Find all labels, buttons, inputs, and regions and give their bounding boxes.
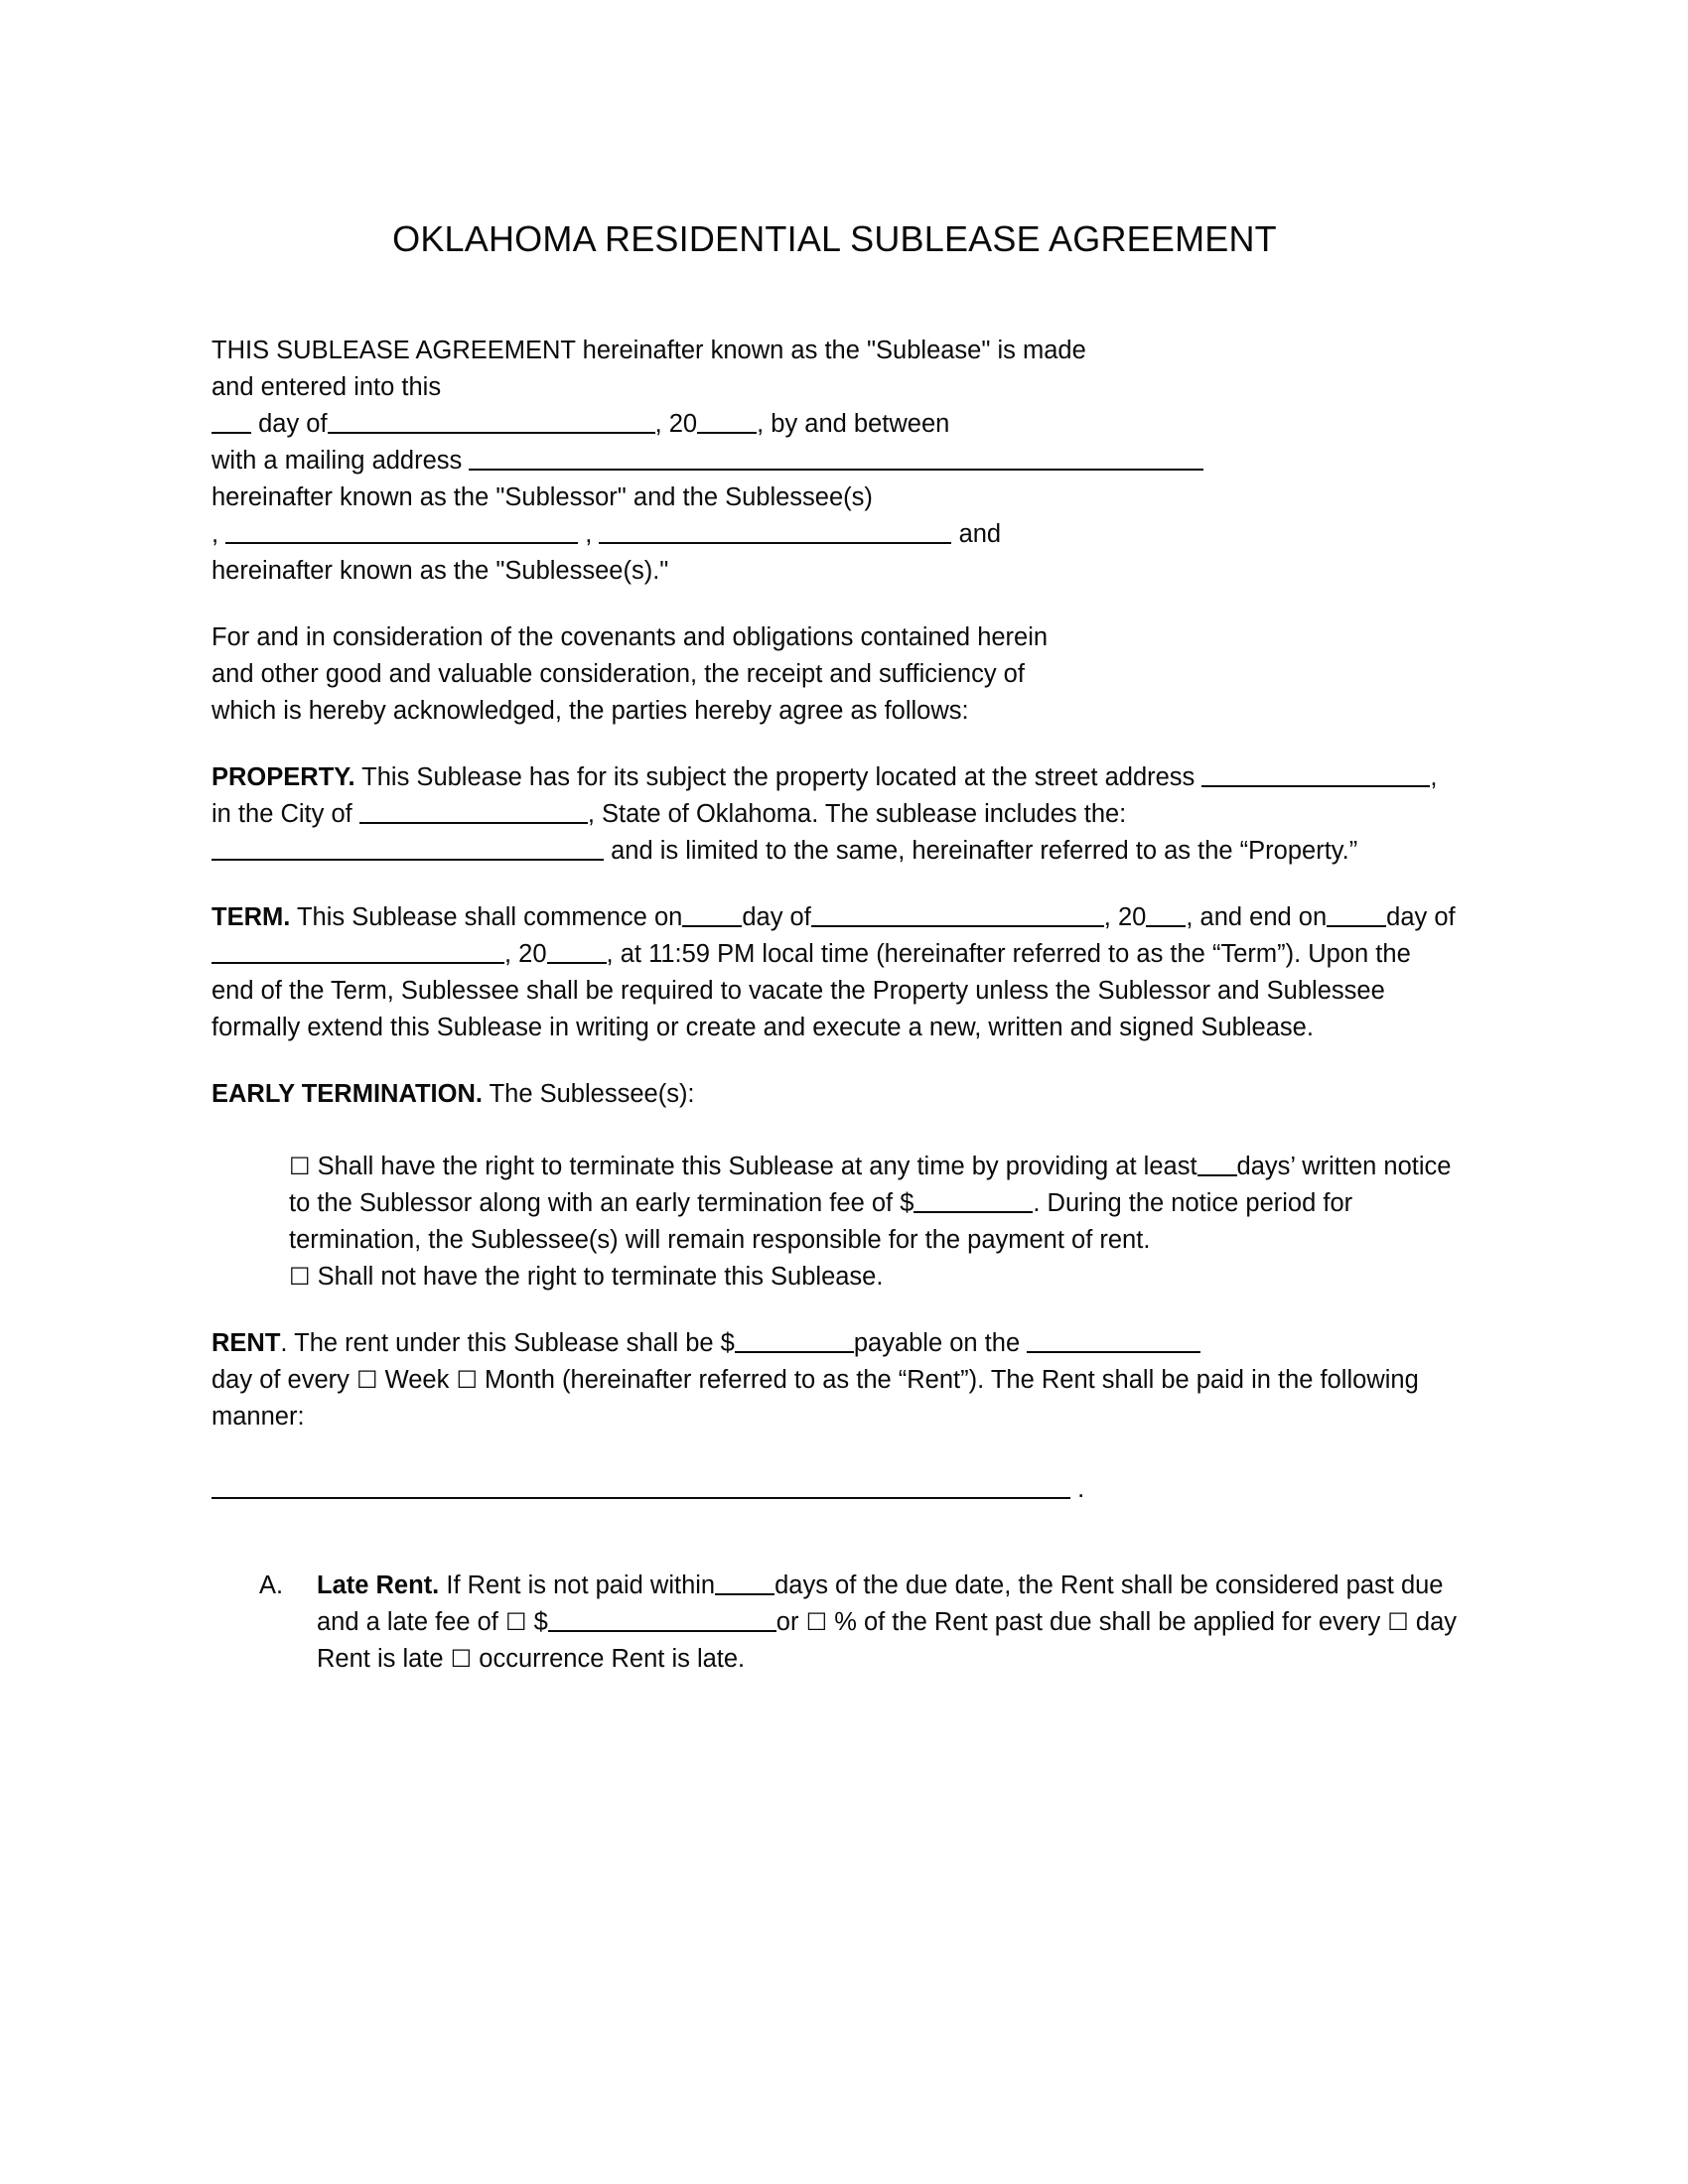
- late-rent-dollar: $: [533, 1608, 548, 1636]
- term-text-4: , and end on: [1186, 903, 1328, 931]
- checkbox-icon[interactable]: ☐: [356, 1366, 378, 1394]
- early-termination-lead: The Sublessee(s):: [489, 1080, 695, 1108]
- consideration-line-1: For and in consideration of the covenants and obligations contained herein: [211, 623, 1049, 651]
- checkbox-icon[interactable]: ☐: [505, 1608, 527, 1636]
- rent-text-3: day of every: [211, 1366, 350, 1394]
- intro-line-2: and entered into this: [211, 373, 442, 401]
- checkbox-icon[interactable]: ☐: [456, 1366, 478, 1394]
- property-text-4: and is limited to the same, hereinafter referred to as the “Property.”: [611, 837, 1358, 865]
- late-rent-text-5: day Rent is late: [317, 1608, 1458, 1673]
- year-blank[interactable]: [697, 408, 757, 434]
- late-rent-heading: Late Rent.: [317, 1571, 440, 1599]
- term-text-2: day of: [742, 903, 811, 931]
- property-includes-blank[interactable]: [211, 835, 604, 861]
- term-text-1: This Sublease shall commence on: [296, 903, 683, 931]
- rent-manner-blank[interactable]: [211, 1473, 1070, 1499]
- term-end-month-blank[interactable]: [211, 938, 504, 964]
- late-fee-amount-blank[interactable]: [548, 1606, 776, 1632]
- term-heading: TERM.: [211, 903, 291, 931]
- month-blank[interactable]: [328, 408, 655, 434]
- consideration-line-3: which is hereby acknowledged, the parties hereby agree as follows:: [211, 697, 969, 725]
- option-1-text-3: . During the notice period for termination, the Sublessee(s) will remain responsible for the payment of rent.: [289, 1189, 1353, 1254]
- rent-section: [211, 1325, 1458, 1435]
- spacer: [211, 1538, 1458, 1568]
- late-rent-text-6: occurrence Rent is late.: [479, 1645, 746, 1673]
- term-text-7: , at 11:59 PM local time (hereinafter referred to as the “Term”). Upon the end of the Term, Sublessee shall be required to vacate the Property unless the Sublessor and Sublessee formally extend this Sublease in writing or create and execute a new, written and signed Sublease.: [211, 940, 1411, 1041]
- late-rent-text-2: days of the due date, the Rent shall be considered past due and a late fee of: [317, 1571, 1444, 1636]
- late-rent-item: [211, 1568, 1458, 1678]
- intro-and: and: [958, 520, 1002, 548]
- notice-days-blank[interactable]: [1197, 1151, 1237, 1176]
- early-termination-heading: EARLY TERMINATION.: [211, 1080, 483, 1108]
- checkbox-icon[interactable]: ☐: [289, 1263, 311, 1291]
- checkbox-icon[interactable]: ☐: [450, 1645, 473, 1673]
- day-blank[interactable]: [211, 408, 251, 434]
- early-termination-options: [211, 1149, 1458, 1296]
- intro-line-1: THIS SUBLEASE AGREEMENT hereinafter known as the "Sublease" is made: [211, 337, 1086, 364]
- rent-text-2: payable on the: [853, 1329, 1021, 1357]
- option-1-text-2: days’ written notice to the Sublessor along with an early termination fee of $: [289, 1153, 1452, 1217]
- rent-due-day-blank[interactable]: [1027, 1327, 1200, 1353]
- early-termination-section: [211, 1076, 1458, 1113]
- rent-text-1: . The rent under this Sublease shall be $: [280, 1329, 735, 1357]
- rent-week-label: Week: [384, 1366, 450, 1394]
- term-text-6: , 20: [504, 940, 547, 968]
- early-termination-option-2: [289, 1259, 1458, 1296]
- intro-day-of-label: day of: [258, 410, 328, 438]
- intro-year-prefix: , 20: [654, 410, 698, 438]
- rent-manner-period: .: [1077, 1475, 1085, 1503]
- spacer: [211, 1113, 1458, 1149]
- document-body: [211, 216, 1458, 1678]
- late-rent-text-4: % of the Rent past due shall be applied for every: [834, 1608, 1381, 1636]
- sublessee-name-blank-1[interactable]: [225, 518, 578, 544]
- property-text-3: , State of Oklahoma. The sublease includes the:: [587, 800, 1127, 828]
- late-rent-text-1: If Rent is not paid within: [446, 1571, 716, 1599]
- late-rent-marker: A.: [259, 1571, 284, 1599]
- property-street-address-blank[interactable]: [1201, 761, 1430, 787]
- rent-month-label: Month: [485, 1366, 555, 1394]
- rent-heading: RENT: [211, 1329, 281, 1357]
- sublessor-mailing-address-blank[interactable]: [469, 445, 1203, 471]
- checkbox-icon[interactable]: ☐: [1387, 1608, 1409, 1636]
- late-rent-text-3: or: [775, 1608, 799, 1636]
- property-city-blank[interactable]: [359, 798, 588, 824]
- rent-amount-blank[interactable]: [735, 1327, 854, 1353]
- term-section: [211, 899, 1458, 1046]
- early-termination-option-1: [289, 1149, 1458, 1259]
- property-heading: PROPERTY.: [211, 763, 355, 791]
- intro-paragraph: [211, 333, 1458, 590]
- consideration-paragraph: [211, 619, 1458, 730]
- page-title: OKLAHOMA RESIDENTIAL SUBLEASE AGREEMENT: [392, 218, 1277, 259]
- late-rent-grace-days-blank[interactable]: [715, 1570, 774, 1595]
- term-end-day-blank[interactable]: [1327, 901, 1386, 927]
- term-text-5: day of: [1386, 903, 1456, 931]
- termination-fee-blank[interactable]: [914, 1187, 1033, 1213]
- rent-manner-line: [211, 1471, 1458, 1508]
- intro-comma-1: ,: [211, 520, 219, 548]
- spacer: [211, 1296, 1458, 1325]
- late-rent-body: [317, 1568, 1458, 1678]
- intro-line-7: hereinafter known as the "Sublessee(s).": [211, 557, 669, 585]
- property-section: [211, 759, 1458, 870]
- rent-text-4: (hereinafter referred to as the “Rent”). The Rent shall be paid in the following manner:: [211, 1366, 1419, 1431]
- property-text-2: , in the City of: [211, 763, 1438, 828]
- intro-mailing-address-label: with a mailing address: [211, 447, 463, 475]
- intro-comma-2: ,: [585, 520, 593, 548]
- option-1-text-1: Shall have the right to terminate this Sublease at any time by providing at least: [317, 1153, 1197, 1180]
- checkbox-icon[interactable]: ☐: [289, 1153, 311, 1180]
- option-2-text: Shall not have the right to terminate this Sublease.: [317, 1263, 884, 1291]
- property-text-1: This Sublease has for its subject the property located at the street address: [361, 763, 1196, 791]
- sublessee-name-blank-2[interactable]: [599, 518, 951, 544]
- term-text-3: , 20: [1103, 903, 1147, 931]
- term-start-day-blank[interactable]: [682, 901, 742, 927]
- checkbox-icon[interactable]: ☐: [805, 1608, 828, 1636]
- intro-by-and-between: , by and between: [757, 410, 950, 438]
- term-end-year-blank[interactable]: [547, 938, 607, 964]
- term-start-year-blank[interactable]: [1146, 901, 1186, 927]
- spacer: [211, 1435, 1458, 1471]
- intro-line-5: hereinafter known as the "Sublessor" and the Sublessee(s): [211, 483, 873, 511]
- consideration-line-2: and other good and valuable consideration, the receipt and sufficiency of: [211, 660, 1025, 688]
- term-start-month-blank[interactable]: [811, 901, 1104, 927]
